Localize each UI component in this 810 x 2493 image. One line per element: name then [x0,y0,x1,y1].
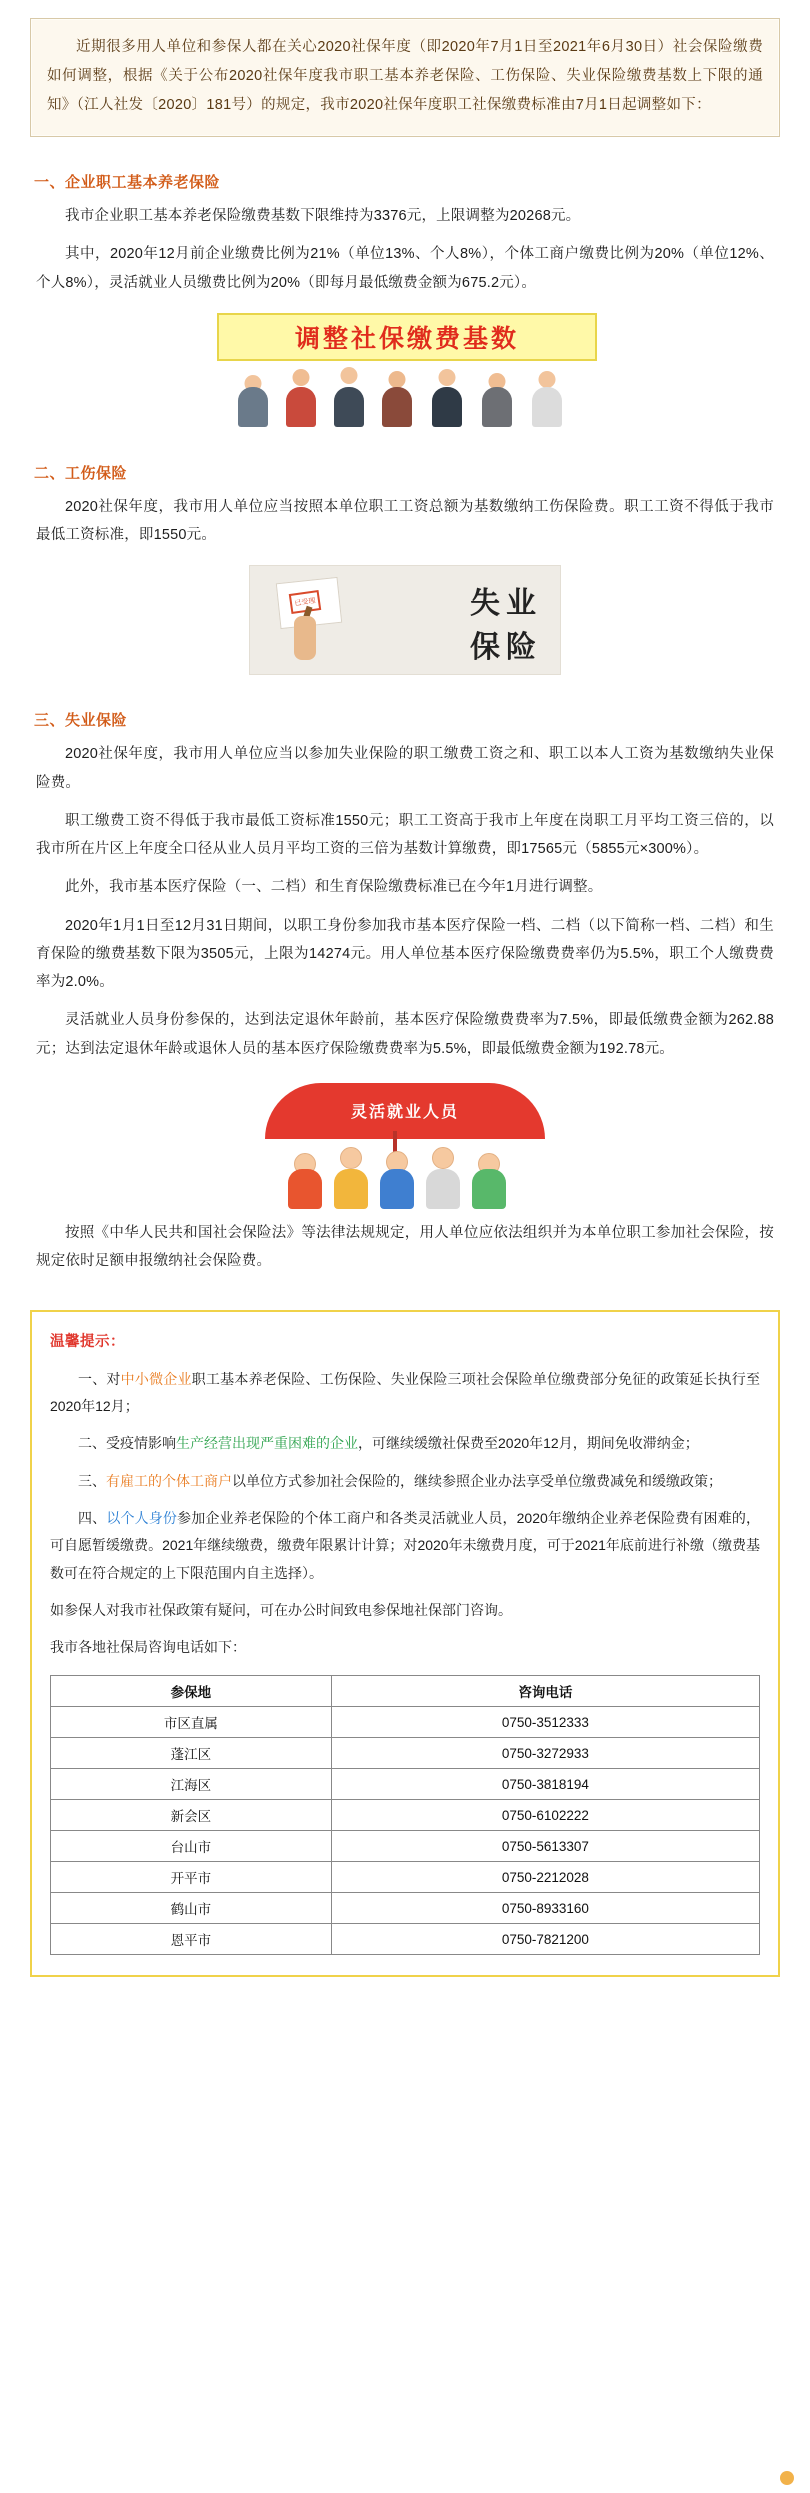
section-1-paragraph-1: 我市企业职工基本养老保险缴费基数下限维持为3376元，上限调整为20268元。 [65,208,581,224]
section-3-paragraph-6: 按照《中华人民共和国社会保险法》等法律法规规定，用人单位应依法组织并为本单位职工参加社会保险，按规定依时足额申报缴纳社会保险费。 [36,1224,774,1270]
tips-item-4-rest: 参加企业养老保险的个体工商户和各类灵活就业人员，2020年缴纳企业养老保险费有困难的，可自愿暂缓缴费。2021年继续缴费，缴费年限累计计算；对2020年未缴费月度，可于2021年底前进行补缴（缴费基数可在符合规定的上下限范围内自主选择）。 [50,1509,761,1581]
cell-region: 蓬江区 [51,1738,332,1769]
person-figure [331,367,367,427]
section-3-paragraph-1: 2020社保年度，我市用人单位应当以参加失业保险的职工缴费工资之和、职工以本人工资为基数缴纳失业保险费。 [36,746,774,791]
figure2-line2: 保险 [470,631,542,665]
hand-icon [294,616,316,660]
figure3-label: 灵活就业人员 [350,1103,459,1121]
table-row [51,1831,760,1862]
contact-table [50,1675,760,1955]
person-head [432,1147,454,1169]
tips-item-3 [50,1468,760,1495]
person-body [432,387,462,427]
cell-region: 开平市 [51,1862,332,1893]
section-3-paragraph-2: 职工缴费工资不得低于我市最低工资标准1550元；职工工资高于我市上年度在岗职工月平均工资三倍的，以我市所在片区上年度全口径从业人员月平均工资的三倍为基数计算缴费，即17565元（5855元×300%）。 [36,812,774,858]
person-body [334,387,364,427]
person-figure [429,369,465,427]
table-row [51,1800,760,1831]
cell-phone: 0750-6102222 [331,1800,759,1831]
table-row [51,1738,760,1769]
tips-item-2 [50,1430,760,1457]
cell-phone: 0750-7821200 [331,1924,759,1955]
article-page [0,18,810,2493]
table-row [51,1769,760,1800]
umbrella-icon [265,1079,545,1139]
table-row [51,1707,760,1738]
table-row [51,1862,760,1893]
figure2-line1: 失业 [470,587,542,621]
tips-item-4 [50,1505,760,1587]
tips-item-1-emphasis: 中小微企业 [120,1370,192,1387]
person-head [293,369,310,386]
cell-region: 恩平市 [51,1924,332,1955]
tips-item-3-rest: 以单位方式参加社会保险的，继续参照企业办法享受单位缴费减免和缓缴政策； [232,1472,722,1489]
table-header-phone: 咨询电话 [331,1676,759,1707]
section-1-paragraph-2: 其中，2020年12月前企业缴费比例为21%（单位13%、个人8%），个体工商户缴费比例为20%（单位12%、个人8%），灵活就业人员缴费比例为20%（即每月最低缴费金额为675.2元）。 [36,246,774,291]
person-head [389,371,406,388]
person-figure [235,375,271,427]
table-header-region: 参保地 [51,1676,332,1707]
person-body [334,1169,368,1209]
tips-item-1 [50,1366,760,1421]
figure-flexible-employment [255,1079,555,1209]
tips-item-1-lead: 一、对 [78,1370,121,1387]
person-figure [331,1147,371,1209]
crowd-group [279,1137,531,1209]
table-row [51,1893,760,1924]
cell-region: 江海区 [51,1769,332,1800]
tips-item-3-lead: 三、 [78,1472,106,1489]
cell-region: 鹤山市 [51,1893,332,1924]
tips-item-2-rest: ，可继续缓缴社保费至2020年12月，期间免收滞纳金； [358,1435,699,1452]
person-body [472,1169,506,1209]
section-heading-3: 三、失业保险 [34,712,128,730]
person-body [532,387,562,427]
section-heading-1: 一、企业职工基本养老保险 [34,174,221,191]
tips-item-2-lead: 二、受疫情影响 [78,1435,176,1452]
person-body [286,387,316,427]
figure-banner-text: 调整社保缴费基数 [294,325,519,353]
figure-people-group [217,361,593,427]
figure-adjust-base [205,313,605,428]
person-body [288,1169,322,1209]
person-body [382,387,412,427]
person-figure [283,369,319,427]
intro-text: 近期很多用人单位和参保人都在关心2020社保年度（即2020年7月1日至2021年6月30日）社会保险缴费如何调整，根据《关于公布2020社保年度我市职工基本养老保险、工伤保险、失业保险缴费基数上下限的通知》（江人社发〔2020〕181号）的规定，我市2020社保年度职工社保缴费标准由7月1日起调整如下： [30,18,780,137]
person-body [426,1169,460,1209]
cell-phone: 0750-5613307 [331,1831,759,1862]
person-head [340,1147,362,1169]
tips-item-2-emphasis: 生产经营出现严重困难的企业 [176,1435,358,1452]
section-3-paragraph-5: 灵活就业人员身份参保的，达到法定退休年龄前，基本医疗保险缴费费率为7.5%，即最低缴费金额为262.88元；达到法定退休年龄或退休人员的基本医疗保险缴费费率为5.5%，即最低缴费金额为192.78元。 [36,1012,774,1057]
person-figure [479,373,515,427]
tips-item-4-lead: 四、 [78,1509,107,1526]
person-figure [529,371,565,427]
figure-banner [217,313,597,361]
cell-region: 台山市 [51,1831,332,1862]
intro-box [30,18,780,137]
tips-closing-1: 如参保人对我市社保政策有疑问，可在办公时间致电参保地社保部门咨询。 [50,1601,512,1618]
person-head [439,369,456,386]
tips-closing-2: 我市各地社保局咨询电话如下： [50,1639,246,1656]
tips-title: 温馨提示： [50,1333,125,1350]
tips-item-4-emphasis: 以个人身份 [106,1509,178,1526]
cell-phone: 0750-3272933 [331,1738,759,1769]
person-figure [285,1153,325,1209]
person-figure [469,1153,509,1209]
figure-unemployment-insurance [249,565,561,675]
cell-region: 新会区 [51,1800,332,1831]
stamp-icon: 已受理 [289,590,321,614]
cell-phone: 0750-3818194 [331,1769,759,1800]
person-figure [377,1151,417,1209]
tips-item-3-emphasis: 有雇工的个体工商户 [106,1472,232,1489]
tips-box [30,1310,780,1978]
cell-phone: 0750-8933160 [331,1893,759,1924]
section-3-paragraph-3: 此外，我市基本医疗保险（一、二档）和生育保险缴费标准已在今年1月进行调整。 [65,879,603,896]
section-heading-2: 二、工伤保险 [34,464,128,482]
person-figure [423,1147,463,1209]
section-2-paragraph-1: 2020社保年度，我市用人单位应当按照本单位职工工资总额为基数缴纳工伤保险费。职工工资不得低于我市最低工资标准，即1550元。 [36,498,774,544]
person-body [482,387,512,427]
section-3-paragraph-4: 2020年1月1日至12月31日期间，以职工身份参加我市基本医疗保险一档、二档（以下简称一档、二档）和生育保险的缴费基数下限为3505元，上限为14274元。用人单位基本医疗保险缴费费率仍为5.5%，职工个人缴费费率为2.0%。 [36,917,774,991]
decorative-dot-icon [780,2471,794,2485]
person-body [238,387,268,427]
person-body [380,1169,414,1209]
cell-region: 市区直属 [51,1707,332,1738]
tips-item-1-rest: 职工基本养老保险、工伤保险、失业保险三项社会保险单位缴费部分免征的政策延长执行至2020年12月； [50,1370,761,1415]
person-head [539,371,556,388]
table-header-row [51,1676,760,1707]
person-figure [379,371,415,427]
cell-phone: 0750-2212028 [331,1862,759,1893]
person-head [341,367,358,384]
cell-phone: 0750-3512333 [331,1707,759,1738]
table-row [51,1924,760,1955]
